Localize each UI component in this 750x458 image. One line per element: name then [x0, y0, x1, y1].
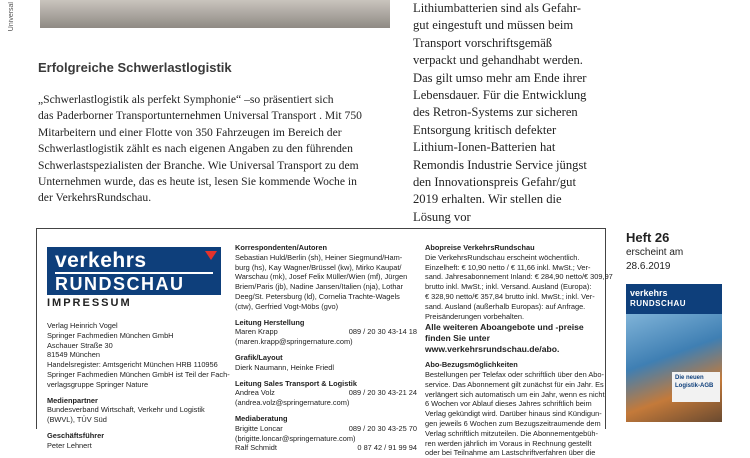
publisher-line: Verlag Heinrich Vogel: [47, 321, 118, 330]
right-line: 2019 erhalten. Wir stellen die: [413, 192, 562, 207]
impressum-title: IMPRESSUM: [47, 297, 132, 309]
abo-line: sand. Ausland (außerhalb Europas): auf Anfrage.: [425, 301, 586, 311]
verkehrsrundschau-logo: [47, 247, 221, 295]
abo-url-link[interactable]: www.verkehrsrundschau.de/abo.: [425, 343, 560, 354]
right-line: Das gilt umso mehr am Ende ihrer: [413, 70, 587, 85]
issue-subtitle: erscheint am: [626, 247, 684, 258]
right-line: gut eingestuft und müssen beim: [413, 18, 574, 33]
bezug-line: Bestellungen per Telefax oder schriftlich über den Abo-: [425, 369, 604, 379]
media-mail: (brigitte.loncar@springernature.com): [235, 433, 356, 443]
abo-line: Einzelheft: € 10,90 netto / € 11,66 inkl. MwSt.; Ver-: [425, 262, 591, 272]
right-line: Lithium-Ionen-Batterien hat: [413, 140, 556, 155]
right-line: Entsorgung kritisch defekter: [413, 122, 557, 137]
media-phone-2: 0 87 42 / 91 99 94: [357, 443, 417, 453]
logo-triangle-icon: [205, 251, 217, 260]
korr-line: Sebastian Huld/Berlin (sh), Heiner Siegmund/Ham-: [235, 252, 403, 262]
abo-offer: [425, 322, 601, 354]
korr-line: Warschau (mk), Josef Felix Müller/Wien (mf), Jürgen: [235, 272, 408, 282]
sales-name: Andrea Volz: [235, 388, 275, 398]
right-line: Remondis Industrie Service jüngst: [413, 157, 587, 172]
right-line: verpackt und gehandhabt werden.: [413, 53, 583, 68]
abo-column: [425, 243, 613, 458]
article-line: das Paderborner Transportunternehmen Universal Transport . Mit 750: [38, 109, 362, 123]
grafik-heading: Grafik/Layout: [235, 352, 283, 362]
article-line: Unternehmen wurde, das es heute ist, lesen Sie kommende Woche in: [38, 175, 357, 189]
article-line: der VerkehrsRundschau.: [38, 191, 152, 205]
issue-number: Heft 26: [626, 230, 670, 245]
abo-line: sand. Jahresabonnement Inland: € 284,90 netto/€ 309,97: [425, 272, 613, 282]
publisher-line: Aschauer Straße 30: [47, 340, 113, 350]
article-line: Schwerlastlogistik zählt es nach eigenen Angaben zu den führenden: [38, 142, 353, 156]
media-phone: 089 / 20 30 43-25 70: [348, 423, 417, 433]
right-line: Lebensdauer. Für die Entwicklung: [413, 88, 587, 103]
korr-line: burg (hs), Kay Wagner/Brüssel (kw), Mirko Kaupat/: [235, 262, 402, 272]
abo-offer-line: Alle weiteren Aboangebote und -preise: [425, 322, 584, 333]
cover-teaser-line: Logistik-AGB: [675, 383, 714, 389]
right-column-text: [413, 0, 613, 226]
right-line: Transport vorschriftsgemäß: [413, 35, 553, 50]
sales-mail: (andrea.volz@springernature.com): [235, 398, 350, 408]
cover-teaser-line: Die neuen: [675, 375, 704, 381]
sales-phone: 089 / 20 30 43-21 24: [348, 388, 417, 398]
korr-line: (ctw), Gerfried Vogt-Möbs (gvo): [235, 301, 339, 311]
abo-line: Die VerkehrsRundschau erscheint wöchentlich.: [425, 252, 580, 262]
abo-line: Preisänderungen vorbehalten.: [425, 311, 525, 321]
media-name-2: Ralf Schmidt: [235, 443, 277, 453]
korr-line: Deeg/St. Petersburg (ld), Cornelia Trachte-Wagels: [235, 291, 400, 301]
right-line: Lithiumbatterien sind als Gefahr-: [413, 1, 581, 15]
abo-line: brutto inkl. MwSt.; inkl. Versand. Ausland (Europa):: [425, 282, 592, 292]
right-line: des Retron-Systems zur sicheren: [413, 105, 578, 120]
publisher-column: [47, 321, 229, 451]
herst-heading: Leitung Herstellung: [235, 317, 305, 327]
publisher-line: 81549 München: [47, 350, 101, 360]
article-line: Mitarbeitern und einer Flotte von 350 Fahrzeugen im Bereich der: [38, 125, 342, 139]
gf-heading: Geschäftsführer: [47, 430, 105, 440]
bezug-line: Verlag schriftlich mitzuteilen. Die Abonnementgebüh-: [425, 428, 598, 438]
media-name: Brigitte Loncar: [235, 423, 283, 433]
cover-logo-top: verkehrs: [630, 288, 668, 298]
herst-name: Maren Krapp: [235, 327, 278, 337]
publisher-line: Springer Fachmedien München GmbH ist Teil der Fach-: [47, 369, 230, 379]
cover-header: [626, 284, 722, 314]
bezug-line: gen jeweils 6 Wochen zum Bezugszeitraumende dem: [425, 418, 601, 428]
logo-top-text: verkehrs: [55, 249, 147, 272]
bezug-line: Verlag gekündigt wird. Darüber hinaus sind Kündigun-: [425, 409, 602, 419]
article-body: [38, 92, 393, 207]
media-heading: Mediaberatung: [235, 413, 288, 423]
magazine-cover[interactable]: [626, 284, 722, 422]
bezug-line: 6 Wochen vor Ablauf dieses Jahres schriftlich beim: [425, 399, 592, 409]
medienpartner-line: (BWVL), TÜV Süd: [47, 415, 107, 425]
grafik-line: Dierk Naumann, Heinke Friedl: [235, 362, 334, 372]
bezug-line: ren werden jährlich im Voraus in Rechnung gestellt: [425, 438, 592, 448]
cover-image: [626, 314, 722, 422]
photo-credit: Universal: [8, 2, 15, 32]
publisher-line: verlagsgruppe Springer Nature: [47, 379, 149, 389]
issue-date: 28.6.2019: [626, 261, 671, 272]
medienpartner-heading: Medienpartner: [47, 395, 98, 405]
right-line: den Innovationspreis Gefahr/gut: [413, 175, 576, 190]
bezug-line: service. Das Abonnement gilt zunächst für ein Jahr. Es: [425, 379, 604, 389]
sales-heading: Leitung Sales Transport & Logistik: [235, 378, 357, 388]
korr-line: Briem/Paris (jb), Nadine Jansen/Italien (nja), Lothar: [235, 282, 404, 292]
korr-heading: Korrespondenten/Autoren: [235, 243, 327, 252]
article-line: „Schwerlastlogistik als perfekt Symphonie“ –so präsentiert sich: [38, 93, 334, 106]
herst-mail: (maren.krapp@springernature.com): [235, 337, 353, 347]
medienpartner-line: Bundesverband Wirtschaft, Verkehr und Logistik: [47, 405, 205, 415]
right-line: Lösung vor: [413, 209, 471, 224]
article-line: Schwerlastspezialisten der Branche. Wie Universal Transport zu dem: [38, 158, 359, 172]
abo-heading: Abopreise VerkehrsRundschau: [425, 243, 535, 252]
publisher-line: Handelsregister: Amtsgericht München HRB 110956: [47, 360, 218, 370]
article-headline: Erfolgreiche Schwerlastlogistik: [38, 60, 232, 75]
impressum-box: [36, 228, 613, 458]
cover-teaser-box: [672, 372, 720, 402]
logo-bottom-text: RUNDSCHAU: [55, 274, 185, 294]
bezug-line: verlängert sich automatisch um ein Jahr, wenn es nicht: [425, 389, 605, 399]
gf-line: Peter Lehnert: [47, 440, 92, 450]
publisher-line: Springer Fachmedien München GmbH: [47, 330, 174, 340]
herst-phone: 089 / 20 30 43-14 18: [348, 327, 417, 337]
bezug-line: oder bei Teilnahme am Lastschriftverfahren über die: [425, 448, 596, 458]
abo-offer-line: finden Sie unter: [425, 332, 490, 343]
article-photo: [40, 0, 390, 28]
bezug-heading: Abo-Bezugsmöglichkeiten: [425, 360, 518, 370]
abo-line: € 328,90 netto/€ 357,84 brutto inkl. MwSt.; inkl. Ver-: [425, 291, 595, 301]
cover-logo-bottom: RUNDSCHAU: [630, 299, 687, 308]
